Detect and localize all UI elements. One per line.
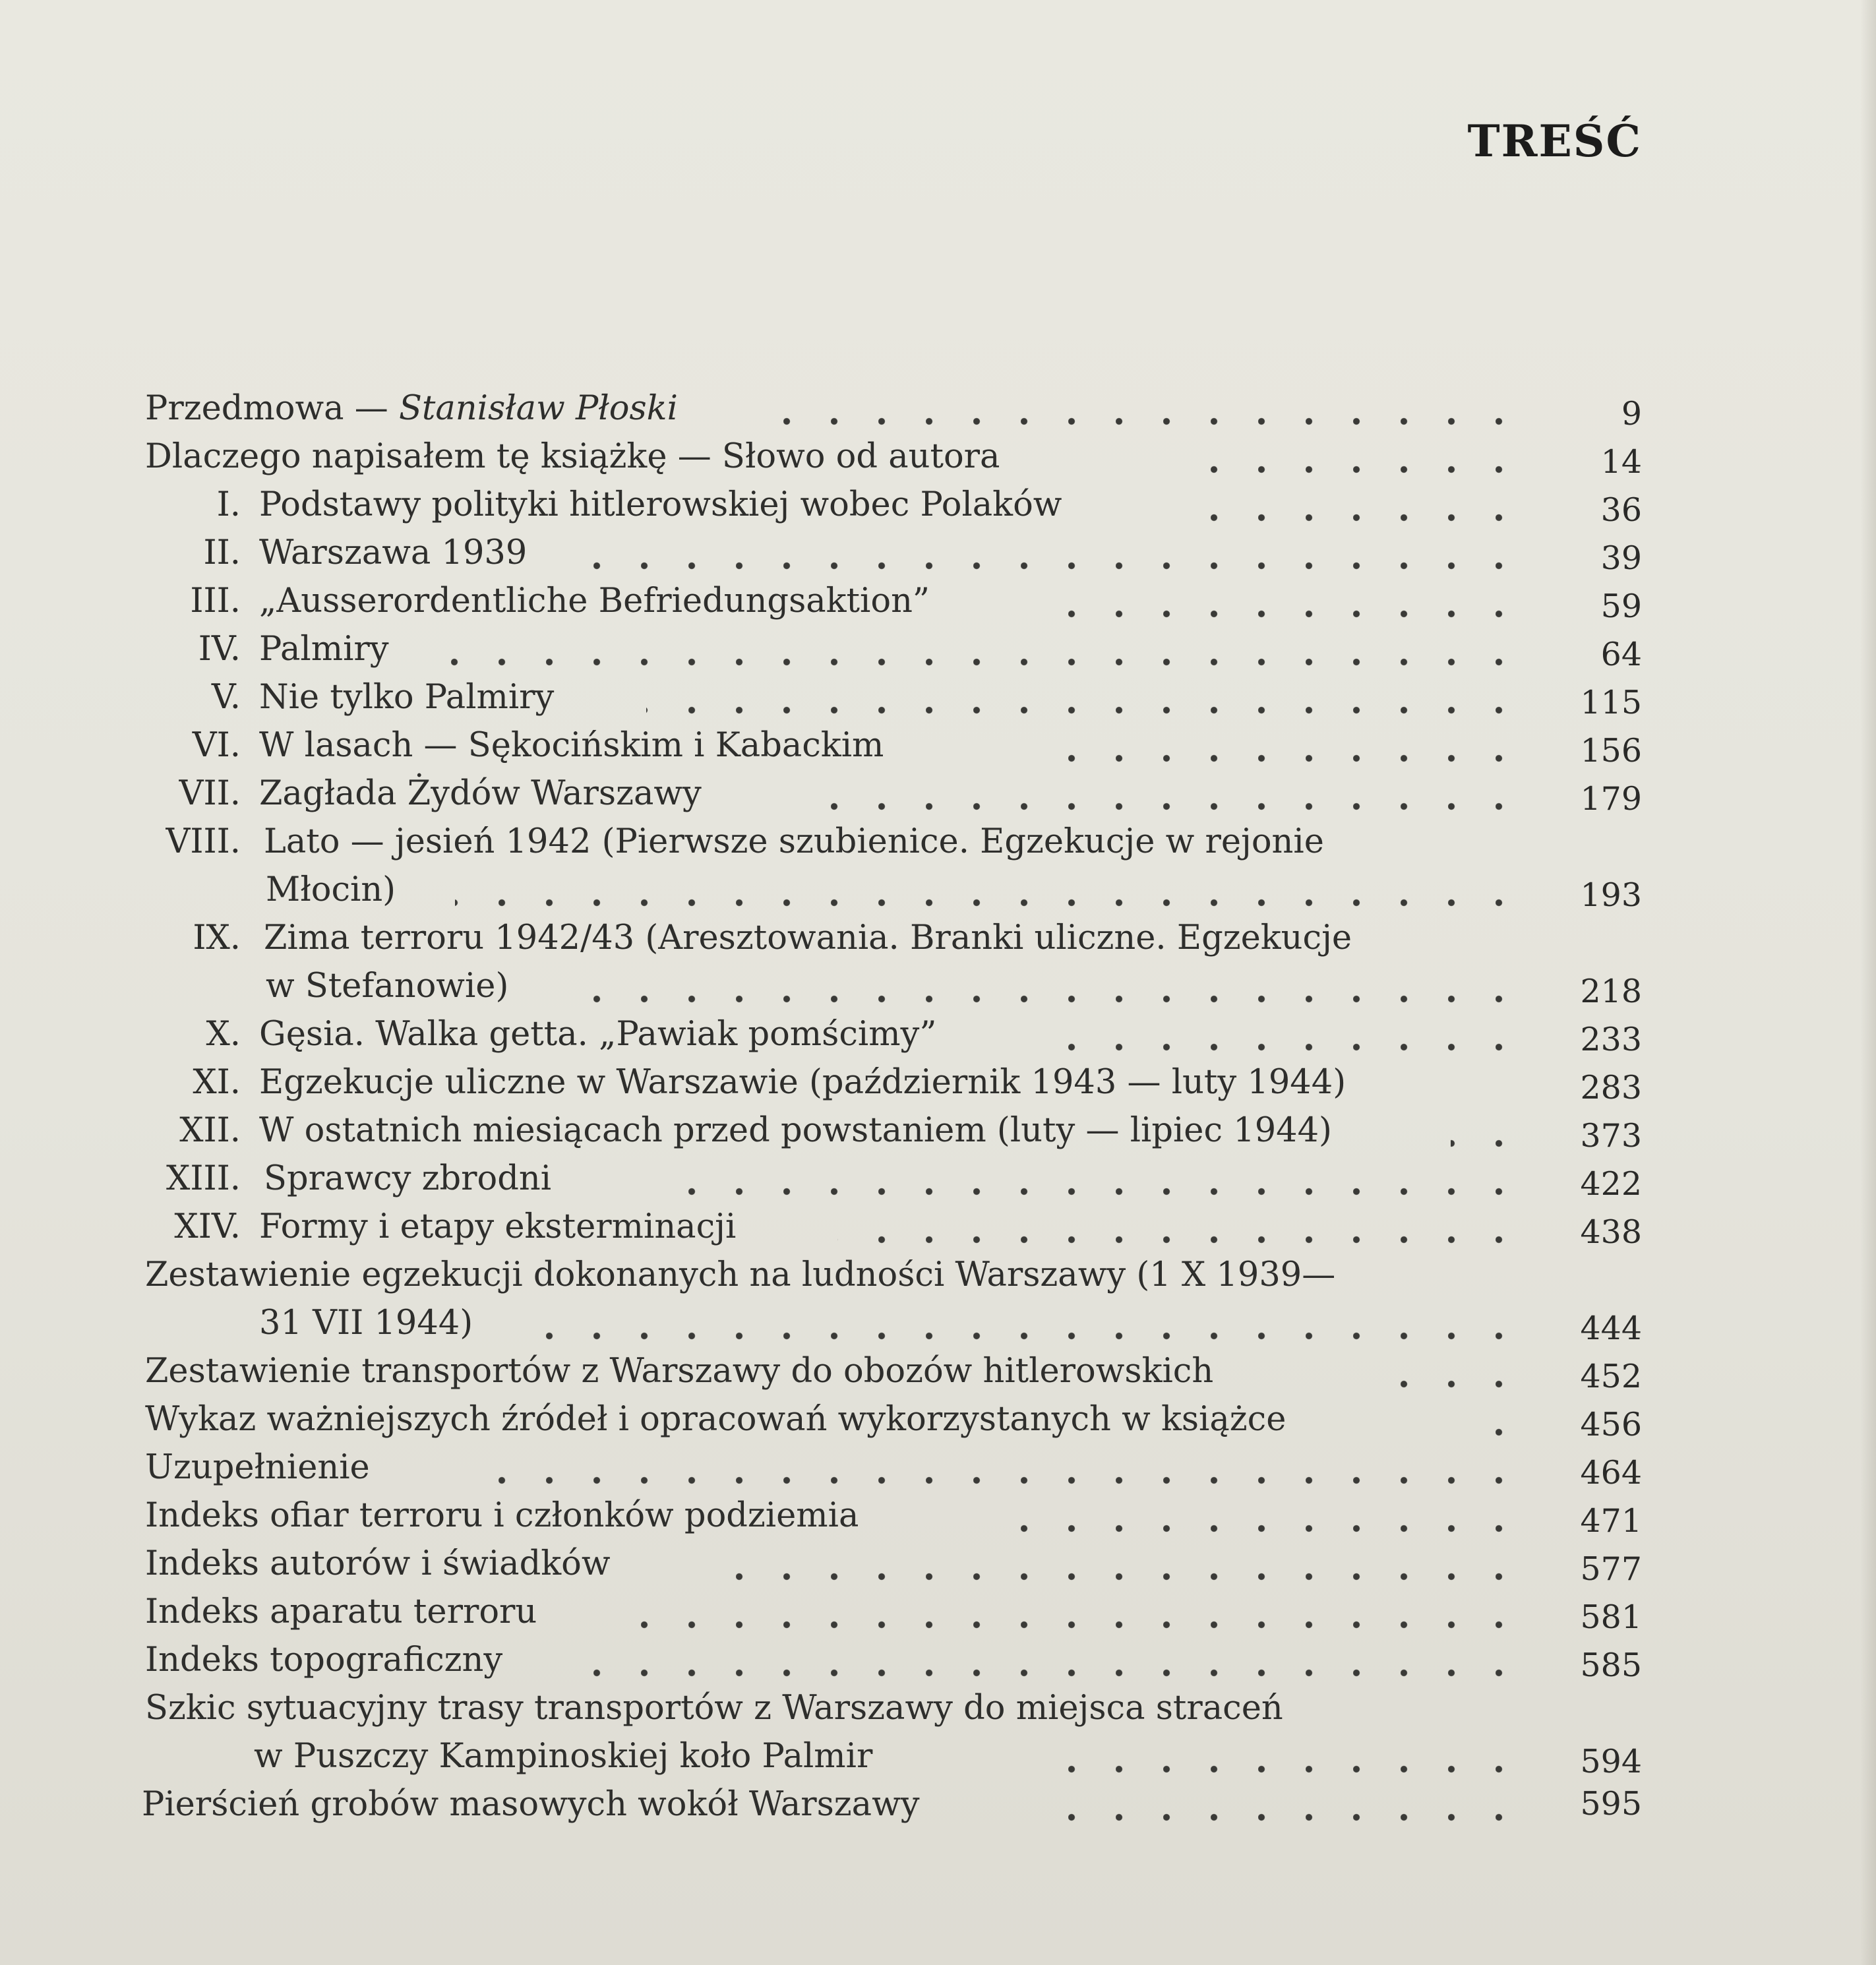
chapter-number: XIV.	[174, 1207, 241, 1246]
toc-page-number: 14	[1600, 443, 1642, 481]
toc-entry	[259, 1059, 1532, 1106]
toc-entry	[145, 1396, 1530, 1443]
toc-leader-dots	[1042, 578, 1543, 625]
chapter-number: X.	[206, 1015, 241, 1054]
toc-leader-dots	[1451, 1107, 1543, 1155]
toc-leader-dots	[1464, 1396, 1543, 1443]
toc-entry	[145, 1348, 1530, 1395]
toc-entry	[259, 1107, 1512, 1155]
toc-entry-title: Sprawcy zbrodni	[264, 1159, 552, 1198]
toc-page-number: 233	[1580, 1021, 1642, 1058]
toc-leader-dots	[646, 674, 1543, 721]
chapter-number: IV.	[198, 630, 241, 669]
toc-page-number: 595	[1580, 1785, 1642, 1823]
toc-entry-title: Indeks autorów i świadków	[145, 1544, 611, 1583]
chapter-number: XII.	[179, 1111, 241, 1150]
toc-entry-title: „Ausserordentliche Befriedungsaktion”	[259, 582, 930, 620]
toc-leader-dots	[989, 1492, 1543, 1540]
toc-page-number: 452	[1580, 1358, 1642, 1395]
toc-entry-title: Zagłada Żydów Warszawy	[259, 774, 702, 813]
toc-entry-title: Lato — jesień 1942 (Pierwsze szubienice. Egzekucje w rejonie	[264, 822, 1324, 861]
toc-leader-dots	[699, 1540, 1543, 1588]
toc-entry-title: Warszawa 1939	[259, 533, 528, 572]
toc-entry	[145, 1252, 1530, 1299]
toc-leader-dots	[1378, 1348, 1543, 1395]
toc-leader-dots	[1174, 433, 1543, 481]
toc-page-number: 438	[1580, 1213, 1642, 1251]
toc-leader-dots	[560, 963, 1543, 1010]
chapter-number: VII.	[179, 774, 241, 813]
toc-entry-title: Wykaz ważniejszych źródeł i opracowań wykorzystanych w książce	[145, 1400, 1286, 1439]
toc-page-number: 577	[1580, 1550, 1642, 1588]
toc-leader-dots	[837, 1203, 1543, 1251]
toc-entry	[264, 915, 1530, 962]
toc-entry-title-cont: w Puszczy Kampinoskiej koło Palmir	[254, 1737, 873, 1776]
toc-page-number: 39	[1600, 539, 1642, 577]
toc-entry-title: Indeks aparatu terroru	[145, 1592, 537, 1631]
toc-page-number: 594	[1580, 1743, 1642, 1780]
chapter-number: VIII.	[166, 822, 241, 861]
toc-leader-dots	[778, 385, 1543, 433]
toc-page-number: 373	[1580, 1117, 1642, 1155]
toc-entry-title-cont: w Stefanowie)	[266, 967, 509, 1006]
toc-entry-title-cont: Młocin)	[266, 870, 396, 909]
toc-page-number: 464	[1580, 1454, 1642, 1492]
chapter-number: I.	[216, 485, 241, 524]
toc-entry-title: Zima terroru 1942/43 (Aresztowania. Branki uliczne. Egzekucje	[264, 919, 1352, 957]
toc-entry-title: Przedmowa	[145, 389, 344, 428]
chapter-number: XIII.	[166, 1159, 241, 1198]
page-title: TREŚĆ	[1467, 115, 1642, 167]
toc-leader-dots	[455, 866, 1543, 914]
toc-entry-title: Egzekucje uliczne w Warszawie (październik 1943 — luty 1944)	[259, 1063, 1346, 1102]
toc-entry-title: Gęsia. Walka getta. „Pawiak pomścimy”	[259, 1015, 937, 1054]
toc-leader-dots	[1187, 481, 1543, 529]
toc-leader-dots	[791, 770, 1543, 818]
toc-page-number: 36	[1600, 491, 1642, 529]
chapter-number: II.	[203, 533, 241, 572]
toc-entry-title: Zestawienie egzekucji dokonanych na ludności Warszawy (1 X 1939—	[145, 1255, 1336, 1294]
toc-leader-dots	[1035, 1781, 1543, 1829]
toc-leader-dots	[475, 1444, 1543, 1492]
toc-page-number: 115	[1580, 684, 1642, 721]
toc-page-number: 64	[1600, 636, 1642, 673]
toc-entry: Przedmowa — Stanisław Płoski	[145, 389, 678, 428]
toc-leader-dots	[666, 1155, 1543, 1203]
toc-entry-title: Szkic sytuacyjny trasy transportów z Warszawy do miejsca straceń	[145, 1689, 1283, 1728]
toc-entry-title: Nie tylko Palmiry	[259, 678, 555, 717]
toc-entry-title: Formy i etapy eksterminacji	[259, 1207, 737, 1246]
toc-page-number: 283	[1580, 1069, 1642, 1106]
chapter-number: VI.	[192, 726, 241, 765]
toc-leader-dots	[429, 626, 1543, 673]
toc-entry-title-cont: 31 VII 1944)	[259, 1304, 473, 1343]
toc-leader-dots	[567, 1637, 1543, 1684]
toc-page-number: 179	[1580, 780, 1642, 818]
toc-page-number: 193	[1580, 876, 1642, 914]
chapter-number: IX.	[193, 919, 241, 957]
chapter-number: XI.	[193, 1063, 241, 1102]
toc-page-number: 59	[1600, 588, 1642, 625]
toc-page-number: 585	[1580, 1647, 1642, 1684]
toc-entry-title: Indeks topograficzny	[145, 1641, 503, 1679]
toc-entry-title: Zestawienie transportów z Warszawy do obozów hitlerowskich	[145, 1352, 1214, 1391]
toc-leader-dots	[1042, 722, 1543, 770]
toc-entry-title: Podstawy polityki hitlerowskiej wobec Polaków	[259, 485, 1062, 524]
toc-entry-title: Pierścień grobów masowych wokół Warszawy	[142, 1785, 920, 1824]
chapter-number: V.	[211, 678, 241, 717]
toc-page-number: 581	[1580, 1598, 1642, 1636]
toc-entry-title: W lasach — Sękocińskim i Kabackim	[259, 726, 884, 765]
toc-leader-dots	[534, 1300, 1543, 1347]
toc-entry-title: W ostatnich miesiącach przed powstaniem (luty — lipiec 1944)	[259, 1111, 1332, 1150]
toc-page-number: 156	[1580, 732, 1642, 770]
toc-page-number: 422	[1580, 1165, 1642, 1203]
toc-leader-dots	[633, 1588, 1543, 1636]
toc-entry-title: Indeks ofiar terroru i członków podziemia	[145, 1496, 859, 1535]
toc-entry-title: Uzupełnienie	[145, 1448, 370, 1487]
toc-page-number: 218	[1580, 973, 1642, 1010]
toc-entry	[264, 818, 1530, 866]
toc-page-number: 456	[1580, 1406, 1642, 1443]
toc-entry-title: Dlaczego napisałem tę książkę — Słowo od autora	[145, 437, 1000, 476]
toc-leader-dots	[574, 529, 1543, 577]
toc-entry	[145, 1685, 1530, 1732]
toc-page-number: 9	[1621, 395, 1642, 433]
toc-page-number: 471	[1580, 1502, 1642, 1540]
toc-leader-dots	[1048, 1011, 1543, 1058]
toc-page-number: 444	[1580, 1310, 1642, 1347]
chapter-number: III.	[190, 582, 241, 620]
toc-leader-dots	[1029, 1733, 1543, 1780]
toc-entry-author: Stanisław Płoski	[398, 389, 678, 428]
toc-entry-title: Palmiry	[259, 630, 389, 669]
